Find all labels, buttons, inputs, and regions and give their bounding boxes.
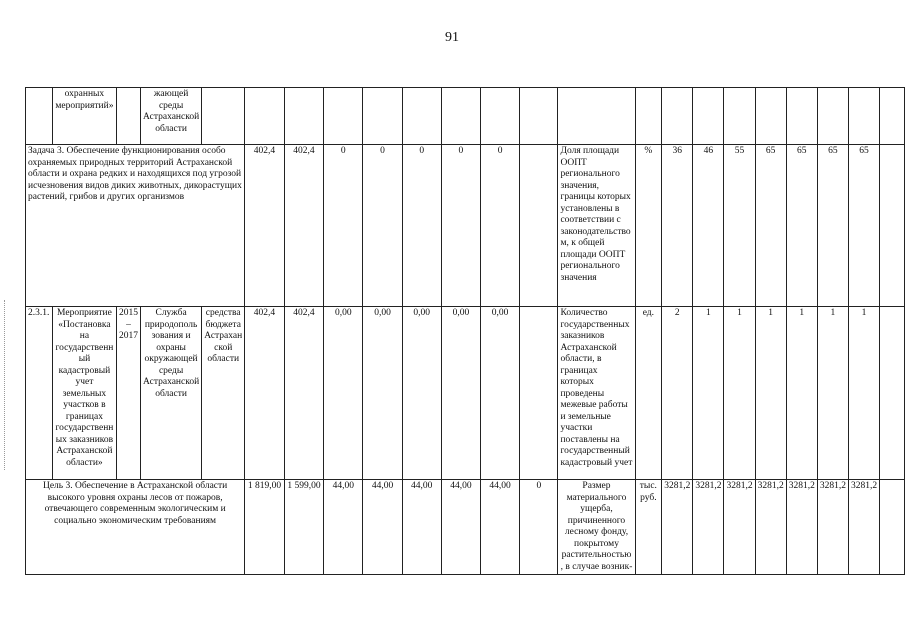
task3-t3: 55	[724, 145, 755, 307]
measure-t5: 1	[786, 307, 817, 480]
measure-v2: 402,4	[284, 307, 323, 480]
goal3-t5: 3281,2	[786, 480, 817, 575]
measure-v7: 0,00	[481, 307, 520, 480]
task3-t1: 36	[662, 145, 693, 307]
table-row-continuation	[26, 88, 905, 145]
goal3-t6: 3281,2	[817, 480, 848, 575]
measure-unit: ед.	[635, 307, 662, 480]
page-number: 91	[445, 30, 459, 45]
cell-measure-name-cont: охранных мероприятий»	[52, 88, 116, 145]
program-table	[25, 87, 905, 575]
task3-t2: 46	[693, 145, 724, 307]
task3-t7: 65	[848, 145, 879, 307]
measure-number: 2.3.1.	[26, 307, 53, 480]
task3-t4: 65	[755, 145, 786, 307]
measure-t4: 1	[755, 307, 786, 480]
measure-source: средства бюджета Астраханской области	[202, 307, 245, 480]
goal3-v5: 44,00	[402, 480, 441, 575]
task3-t6: 65	[817, 145, 848, 307]
measure-t6: 1	[817, 307, 848, 480]
measure-indicator: Количество государственных заказников Астраханской области, в границах которых проведены межевые работы и земельные участки поставлены на государственный кадастровый учет	[558, 307, 635, 480]
goal3-t2: 3281,2	[693, 480, 724, 575]
task3-v1: 402,4	[245, 145, 284, 307]
task3-v3: 0	[324, 145, 363, 307]
measure-years: 2015 – 2017	[116, 307, 140, 480]
measure-name: Мероприятие «Постановка на государственный кадастровый учет земельных участков в границах государственных заказников Астраханской области»	[52, 307, 116, 480]
cell-executor-cont: жающей среды Астраханской области	[141, 88, 202, 145]
task3-v6: 0	[441, 145, 480, 307]
measure-t3: 1	[724, 307, 755, 480]
goal3-indicator: Размер материального ущерба, причиненного лесному фонду, покрытому растительностью, в случае возник-	[558, 480, 635, 575]
task3-v2: 402,4	[284, 145, 323, 307]
measure-t1: 2	[662, 307, 693, 480]
margin-marks	[4, 300, 7, 470]
goal3-v4: 44,00	[363, 480, 402, 575]
task3-unit: %	[635, 145, 662, 307]
goal3-t1: 3281,2	[662, 480, 693, 575]
task3-t5: 65	[786, 145, 817, 307]
goal3-t4: 3281,2	[755, 480, 786, 575]
task3-v4: 0	[363, 145, 402, 307]
task3-v7: 0	[481, 145, 520, 307]
measure-v3: 0,00	[324, 307, 363, 480]
goal3-t3: 3281,2	[724, 480, 755, 575]
goal3-t7: 3281,2	[848, 480, 879, 575]
goal3-v3: 44,00	[324, 480, 363, 575]
measure-t2: 1	[693, 307, 724, 480]
goal3-unit: тыс. руб.	[635, 480, 662, 575]
measure-v6: 0,00	[441, 307, 480, 480]
goal3-v1: 1 819,00	[245, 480, 284, 575]
task3-indicator: Доля площади ООПТ регионального значения, границы которых установлены в соответствии с законодательством, к общей площади ООПТ регионального значения	[558, 145, 635, 307]
goal3-v8: 0	[520, 480, 558, 575]
task3-v5: 0	[402, 145, 441, 307]
measure-v4: 0,00	[363, 307, 402, 480]
goal3-v6: 44,00	[441, 480, 480, 575]
measure-v1: 402,4	[245, 307, 284, 480]
measure-executor: Служба природопользования и охраны окружающей среды Астраханской области	[141, 307, 202, 480]
table-row-task3	[26, 145, 905, 307]
table-row-measure-2-3-1	[26, 307, 905, 480]
measure-t7: 1	[848, 307, 879, 480]
goal3-v7: 44,00	[481, 480, 520, 575]
table-row-goal3	[26, 480, 905, 575]
goal3-text: Цель 3. Обеспечение в Астраханской области высокого уровня охраны лесов от пожаров, отвечающего современным экологическим и социально экономическим требованиям	[26, 480, 245, 575]
task3-text: Задача 3. Обеспечение функционирования особо охраняемых природных территорий Астраханской области и охрана редких и находящихся под угрозой исчезновения видов диких животных, дикорастущих растений, грибов и других организмов	[26, 145, 245, 307]
goal3-v2: 1 599,00	[284, 480, 323, 575]
measure-v5: 0,00	[402, 307, 441, 480]
